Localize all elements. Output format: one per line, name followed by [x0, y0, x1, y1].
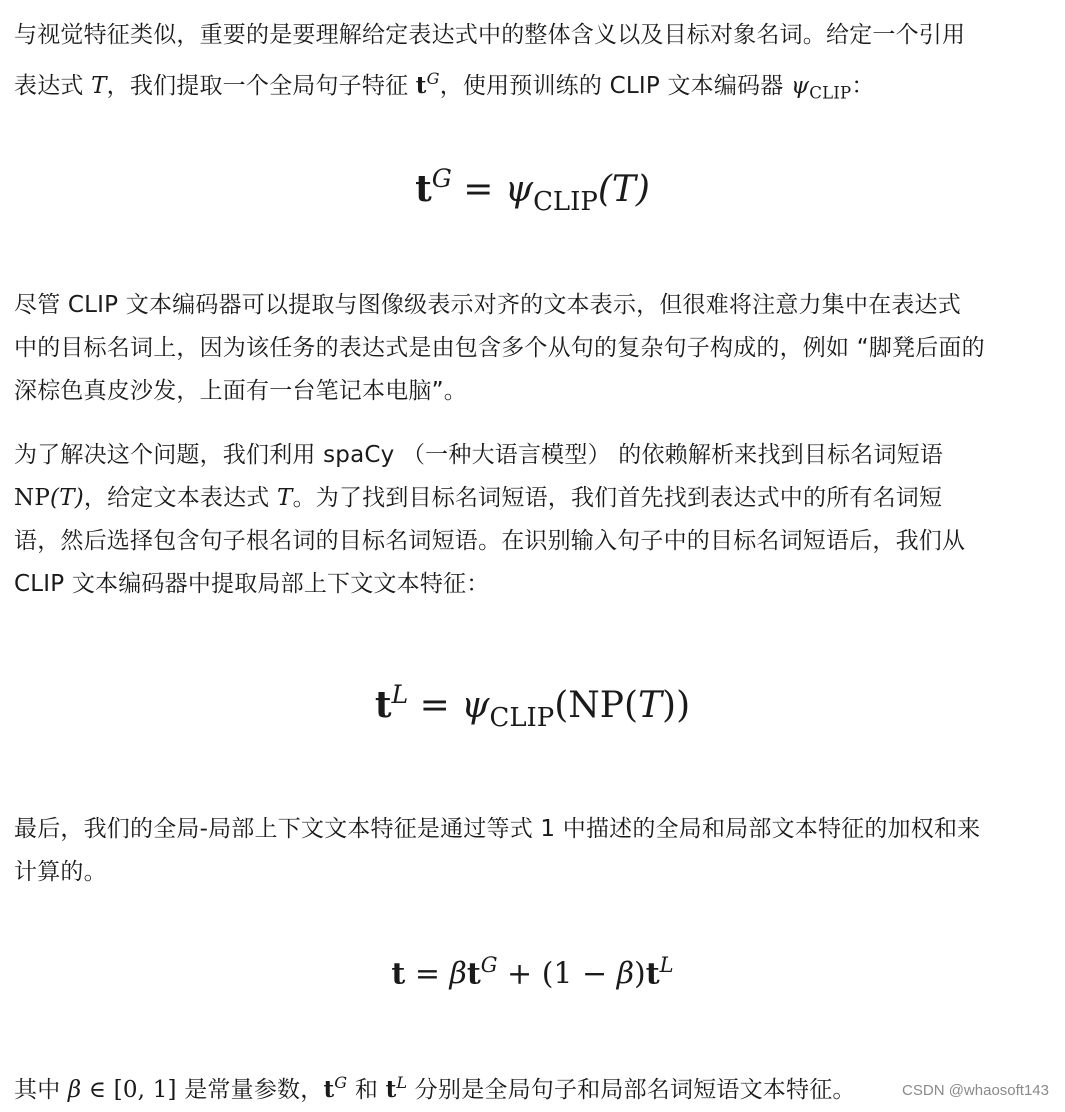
p2-line1: 尽管 CLIP 文本编码器可以提取与图像级表示对齐的文本表示，但很难将注意力集中在表达式	[14, 292, 961, 318]
eq2-arg-close: ))	[662, 684, 691, 726]
math-t-bold: t	[323, 1075, 335, 1103]
eq3-supL: L	[659, 953, 674, 977]
eq2-sub: CLIP	[489, 702, 555, 733]
p5-text: 其中	[14, 1076, 68, 1103]
eq2-arg-T: T	[638, 684, 663, 726]
eq3-eq: =	[405, 956, 450, 992]
eq2-sup: L	[391, 680, 409, 709]
eq3-close: )	[634, 956, 646, 992]
paragraph-3	[14, 434, 1059, 606]
p3-line1: 为了解决这个问题，我们利用 spaCy （一种大语言模型） 的依赖解析来找到目标名词短语	[14, 442, 944, 468]
p3-text: ，给定文本表达式	[83, 485, 278, 511]
eq2-arg-open: (NP(	[554, 684, 639, 726]
math-T-paren: (T)	[50, 485, 84, 511]
math-NP: NP	[14, 485, 51, 511]
eq3-plus: + (1 −	[497, 956, 617, 992]
math-T: T	[91, 72, 107, 99]
equation-global-feature	[0, 164, 1065, 217]
math-beta: β	[67, 1076, 82, 1103]
paragraph-2	[14, 284, 1059, 413]
eq1-psi: = ψ	[451, 168, 534, 210]
equation-local-feature	[0, 680, 1065, 733]
p1-line1: 与视觉特征类似，重要的是要理解给定表达式中的整体含义以及目标对象名词。给定一个引用	[14, 22, 966, 48]
paragraph-4	[14, 808, 1059, 894]
p5-text: 和	[347, 1076, 386, 1103]
eq1-arg: (T)	[597, 168, 650, 210]
p1-text: 表达式	[14, 72, 92, 99]
eq3-beta: β	[449, 956, 467, 992]
p4-line1: 最后，我们的全局-局部上下文文本特征是通过等式 1 中描述的全局和局部文本特征的加权和来	[14, 816, 981, 842]
eq3-t3: t	[645, 956, 660, 992]
p2-line2: 中的目标名词上，因为该任务的表达式是由包含多个从句的复杂句子构成的，例如 “脚凳后面的	[14, 335, 985, 361]
p3-text: 。为了找到目标名词短语，我们首先找到表达式中的所有名词短	[292, 485, 943, 511]
eq3-t2: t	[466, 956, 481, 992]
p3-line3: 语，然后选择包含句子根名词的目标名词短语。在识别输入句子中的目标名词短语后，我们从	[14, 528, 966, 554]
eq2-t: t	[374, 683, 392, 726]
math-sub-clip: CLIP	[809, 83, 852, 103]
eq3-supG: G	[480, 953, 498, 977]
math-interval: ∈ [0, 1]	[81, 1076, 177, 1103]
eq1-t: t	[415, 167, 432, 210]
p4-line2: 计算的。	[14, 859, 107, 885]
math-sup-G: G	[426, 69, 440, 88]
math-t-bold: t	[415, 71, 427, 99]
eq3-t: t	[391, 956, 406, 992]
p5-text: 是常量参数，	[176, 1076, 324, 1103]
p1-text: ，我们提取一个全局句子特征	[106, 72, 416, 99]
p1-text: ：	[851, 72, 875, 99]
math-psi: ψ	[790, 72, 810, 99]
p2-line3: 深棕色真皮沙发，上面有一台笔记本电脑”。	[14, 378, 467, 404]
math-T: T	[277, 485, 293, 511]
eq1-sup: G	[431, 164, 452, 193]
p1-text: ，使用预训练的 CLIP 文本编码器	[439, 72, 791, 99]
eq3-beta2: β	[616, 956, 635, 992]
eq2-psi: = ψ	[408, 684, 490, 726]
paragraph-1	[14, 14, 1059, 115]
p3-line4: CLIP 文本编码器中提取局部上下文文本特征：	[14, 571, 490, 597]
math-sup-L: L	[396, 1073, 408, 1092]
p5-text: 分别是全局句子和局部名词短语文本特征。	[407, 1076, 856, 1103]
math-sup-G: G	[334, 1073, 348, 1092]
equation-weighted-sum	[0, 953, 1065, 992]
math-t-bold: t	[385, 1075, 397, 1103]
watermark: CSDN @whaosoft143	[902, 1082, 1049, 1099]
eq1-sub: CLIP	[533, 186, 598, 217]
